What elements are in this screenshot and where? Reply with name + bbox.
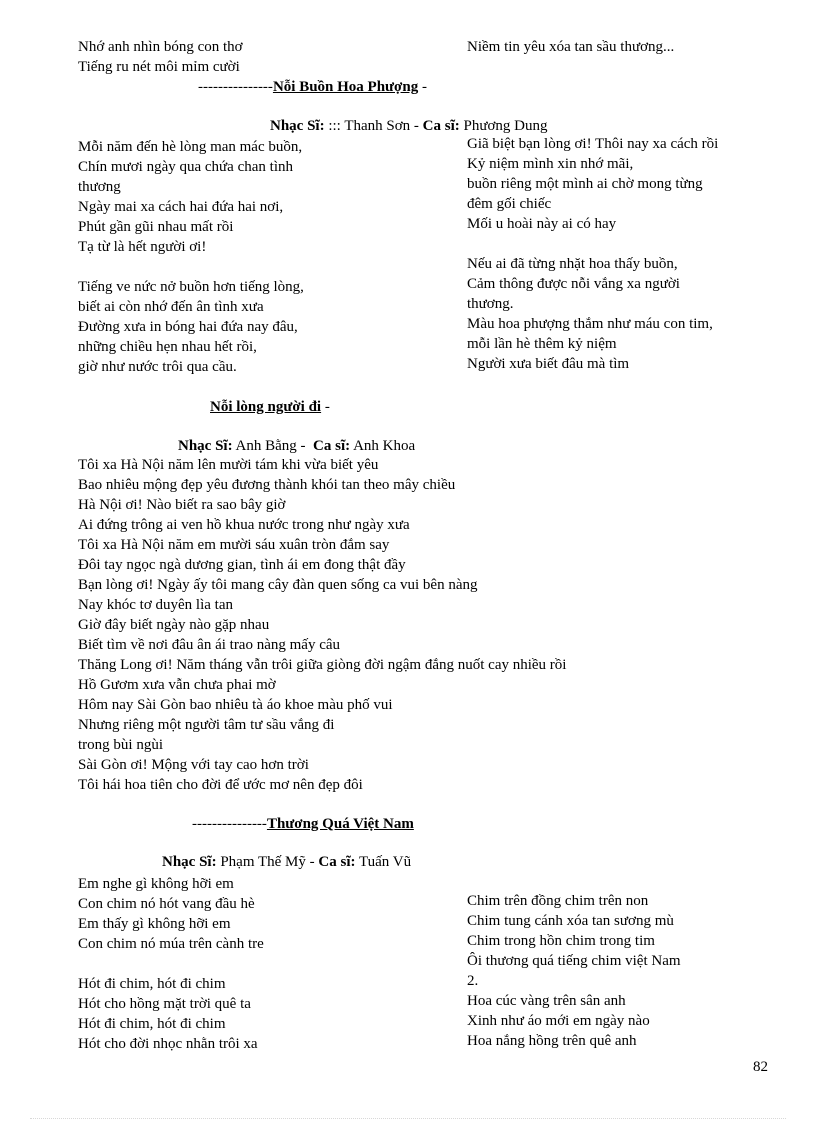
- lyric-line: thương: [78, 179, 121, 195]
- lyric-line: Sài Gòn ơi! Mộng với tay cao hơn trời: [78, 757, 309, 773]
- song3-composer-label: Nhạc Sĩ:: [162, 854, 217, 870]
- song1-composer-label: Nhạc Sĩ:: [270, 118, 325, 134]
- song2-title: [210, 397, 330, 417]
- song3-credit: [162, 852, 411, 872]
- lyric-line: đêm gối chiếc: [467, 196, 552, 212]
- lyric-line: Hoa cúc vàng trên sân anh: [467, 993, 626, 1009]
- page-bottom-divider: [30, 1118, 786, 1119]
- song1-left-lyrics: [78, 137, 304, 377]
- song2-title-suffix: -: [324, 399, 330, 415]
- lyric-line: trong bùi ngùi: [78, 737, 163, 753]
- song1-credit: [270, 116, 548, 136]
- lyric-line: Mối u hoài này ai có hay: [467, 216, 617, 232]
- lyric-line: Cảm thông được nỗi vắng xa người: [467, 276, 680, 292]
- lyric-line: mỗi lần hè thêm kỷ niệm: [467, 336, 617, 352]
- lyric-line: Người xưa biết đâu mà tìm: [467, 356, 630, 372]
- lyric-line: Em thấy gì không hỡi em: [78, 916, 231, 932]
- song3-title: [192, 814, 414, 834]
- song3-left-lyrics: [78, 874, 264, 1054]
- lyric-line: những chiều hẹn nhau hết rồi,: [78, 339, 257, 355]
- song1-title-suffix: -: [421, 79, 427, 95]
- lyric-line: Chim tung cánh xóa tan sương mù: [467, 913, 674, 929]
- song1-title: [198, 77, 427, 97]
- song1-right-lyrics: [467, 134, 718, 374]
- lyric-line: Tạ từ là hết người ơi!: [78, 239, 207, 255]
- lyric-line: Ngày mai xa cách hai đứa hai nơi,: [78, 199, 284, 215]
- lyric-line: Đường xưa in bóng hai đứa nay đâu,: [78, 319, 298, 335]
- song1-singer: Phương Dung: [463, 118, 548, 134]
- lyric-line: Con chim nó hót vang đầu hè: [78, 896, 255, 912]
- lyric-line: Biết tìm về nơi đâu ân ái trao nàng mấy câu: [78, 637, 341, 653]
- lyric-line: Nếu ai đã từng nhặt hoa thấy buồn,: [467, 256, 678, 272]
- top-left-lyrics: [78, 37, 243, 77]
- lyric-line: Tiếng ru nét môi mỉm cười: [78, 59, 240, 75]
- song3-right-lyrics: [467, 891, 681, 1051]
- lyric-line: Niềm tin yêu xóa tan sầu thương...: [467, 39, 675, 55]
- lyric-line: Màu hoa phượng thắm như máu con tim,: [467, 316, 713, 332]
- lyric-line: Hoa nắng hồng trên quê anh: [467, 1033, 637, 1049]
- song2-lyrics: [78, 455, 566, 795]
- lyric-line: Ai đứng trông ai ven hồ khua nước trong như ngày xưa: [78, 517, 410, 533]
- lyric-line: thương.: [467, 296, 514, 312]
- lyric-line: Giã biệt bạn lòng ơi! Thôi nay xa cách rồi: [467, 136, 719, 152]
- lyric-line: Thăng Long ơi! Năm tháng vẫn trôi giữa giòng đời ngậm đắng nuốt cay nhiều rồi: [78, 657, 567, 673]
- lyric-line: Tôi xa Hà Nội năm em mười sáu xuân tròn đắm say: [78, 537, 390, 553]
- lyric-line: Em nghe gì không hỡi em: [78, 876, 234, 892]
- lyric-line: Chim trong hồn chim trong tim: [467, 933, 655, 949]
- lyric-line: buồn riêng một mình ai chờ mong từng: [467, 176, 703, 192]
- lyric-line: Hồ Gươm xưa vẫn chưa phai mờ: [78, 677, 276, 693]
- lyric-line: Ôi thương quá tiếng chim việt Nam: [467, 953, 681, 969]
- lyric-line: Tôi xa Hà Nội năm lên mười tám khi vừa biết yêu: [78, 457, 379, 473]
- lyric-line: 2.: [467, 973, 479, 989]
- song3-composer: Phạm Thế Mỹ -: [220, 854, 315, 870]
- lyric-line: Tôi hái hoa tiên cho đời để ước mơ nên đẹp đôi: [78, 777, 363, 793]
- song1-composer: ::: Thanh Sơn -: [328, 118, 419, 134]
- lyric-line: Chim trên đồng chim trên non: [467, 893, 649, 909]
- stanza-gap: [78, 257, 304, 277]
- lyric-line: Hót cho đời nhọc nhằn trôi xa: [78, 1036, 258, 1052]
- song2-credit: [178, 436, 415, 456]
- song1-title-text: Nỗi Buồn Hoa Phượng: [272, 79, 419, 95]
- song2-singer-label: Ca sĩ:: [313, 438, 351, 454]
- lyric-line: Chín mươi ngày qua chứa chan tình: [78, 159, 293, 175]
- lyric-line: Tiếng ve nức nở buồn hơn tiếng lòng,: [78, 279, 304, 295]
- lyric-line: biết ai còn nhớ đến ân tình xưa: [78, 299, 264, 315]
- lyric-line: Hót đi chim, hót đi chim: [78, 1016, 226, 1032]
- lyric-line: Kỷ niệm mình xin nhớ mãi,: [467, 156, 634, 172]
- lyric-line: Nhưng riêng một người tâm tư sầu vắng đi: [78, 717, 335, 733]
- lyric-line: Hà Nội ơi! Nào biết ra sao bây giờ: [78, 497, 286, 513]
- song2-title-text: Nỗi lòng người đi: [210, 399, 322, 415]
- song3-dash: ---------------: [192, 816, 267, 832]
- lyric-line: Xinh như áo mới em ngày nào: [467, 1013, 650, 1029]
- song2-composer: Anh Bằng -: [235, 438, 306, 454]
- stanza-gap: [78, 954, 264, 974]
- page-number: 82: [753, 1059, 768, 1075]
- song1-dash: ---------------: [198, 79, 273, 95]
- song3-singer-label: Ca sĩ:: [318, 854, 356, 870]
- song2-composer-label: Nhạc Sĩ:: [178, 438, 233, 454]
- lyric-line: Nhớ anh nhìn bóng con thơ: [78, 39, 243, 55]
- lyric-line: Phút gần gũi nhau mất rồi: [78, 219, 234, 235]
- top-right-lyrics: [467, 37, 674, 57]
- lyric-line: Hót cho hồng mặt trời quê ta: [78, 996, 251, 1012]
- song1-singer-label: Ca sĩ:: [422, 118, 460, 134]
- song3-title-text: Thương Quá Việt Nam: [266, 816, 414, 832]
- lyric-line: Nay khóc tơ duyên lìa tan: [78, 597, 233, 613]
- lyric-line: Con chim nó múa trên cành tre: [78, 936, 264, 952]
- lyric-line: Bạn lòng ơi! Ngày ấy tôi mang cây đàn quen sống ca vui bên nàng: [78, 577, 478, 593]
- song2-singer: Anh Khoa: [353, 438, 416, 454]
- lyric-line: Giờ đây biết ngày nào gặp nhau: [78, 617, 270, 633]
- lyric-line: Hót đi chim, hót đi chim: [78, 976, 226, 992]
- lyric-line: Bao nhiêu mộng đẹp yêu đương thành khói tan theo mây chiều: [78, 477, 456, 493]
- lyric-line: Hôm nay Sài Gòn bao nhiêu tà áo khoe màu phố vui: [78, 697, 393, 713]
- stanza-gap: [467, 234, 718, 254]
- song3-singer: Tuấn Vũ: [358, 854, 412, 870]
- lyric-line: Đôi tay ngọc ngà dương gian, tình ái em đong thật đầy: [78, 557, 406, 573]
- lyric-line: Mỗi năm đến hè lòng man mác buồn,: [78, 139, 303, 155]
- lyric-line: giờ như nước trôi qua cầu.: [78, 359, 237, 375]
